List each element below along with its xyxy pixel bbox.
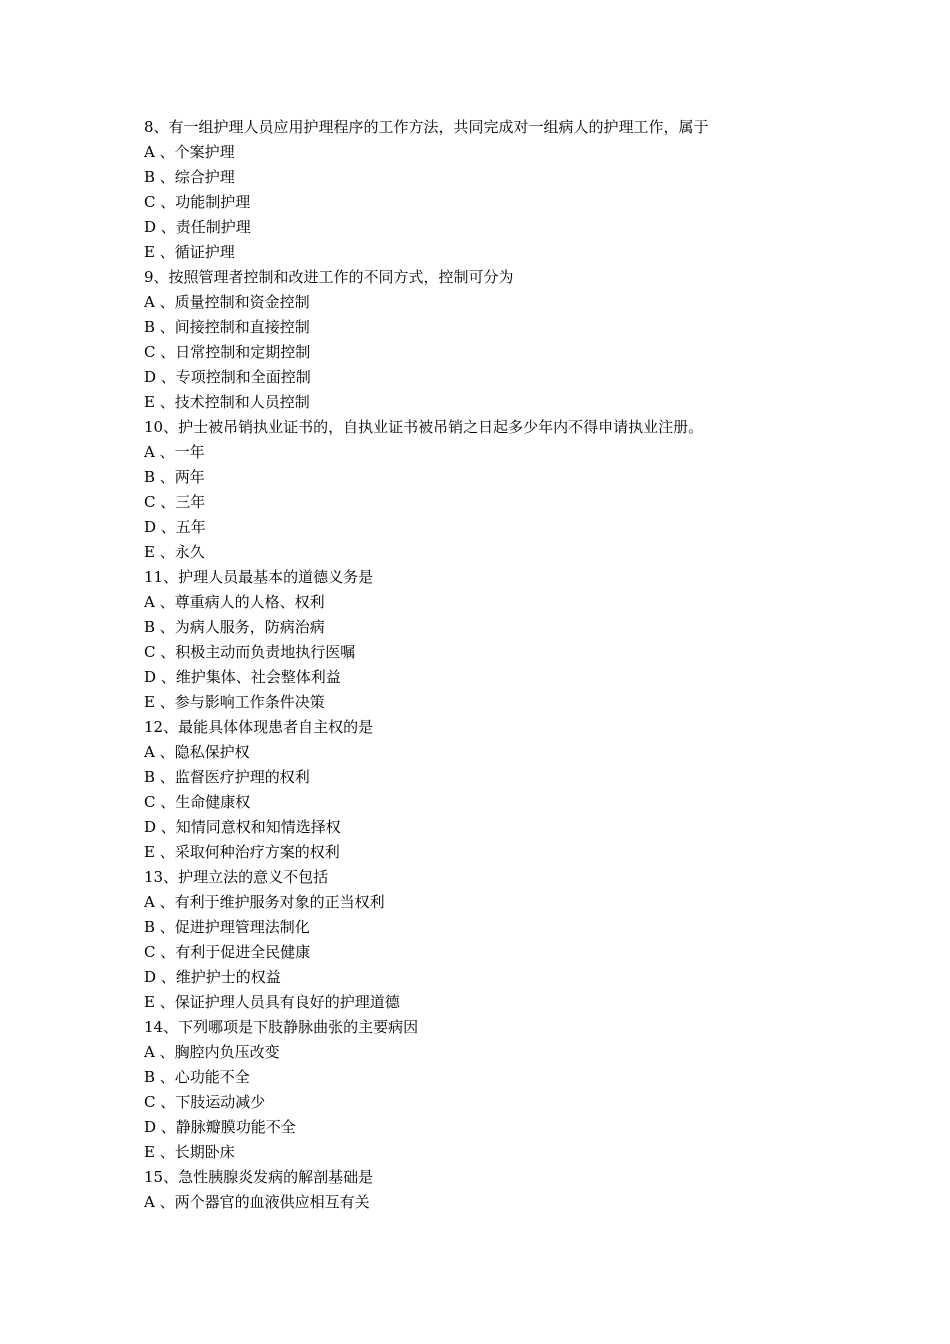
option-e: E 、参与影响工作条件决策 (144, 693, 325, 711)
question-stem: 15、急性胰腺炎发病的解剖基础是 (144, 1168, 374, 1186)
option-d: D 、专项控制和全面控制 (144, 368, 311, 386)
option-e: E 、长期卧床 (144, 1143, 235, 1161)
option-a: A 、隐私保护权 (144, 743, 250, 761)
option-d: D 、维护集体、社会整体利益 (144, 668, 341, 686)
option-b: B 、促进护理管理法制化 (144, 918, 310, 936)
option-d: D 、静脉瓣膜功能不全 (144, 1118, 296, 1136)
question-13 (144, 865, 844, 1015)
option-c: C 、生命健康权 (144, 793, 251, 811)
question-stem: 14、下列哪项是下肢静脉曲张的主要病因 (144, 1018, 419, 1036)
option-d: D 、责任制护理 (144, 218, 251, 236)
option-e: E 、保证护理人员具有良好的护理道德 (144, 993, 400, 1011)
option-b: B 、监督医疗护理的权利 (144, 768, 310, 786)
question-stem: 12、最能具体体现患者自主权的是 (144, 718, 374, 736)
option-b: B 、心功能不全 (144, 1068, 250, 1086)
question-stem: 13、护理立法的意义不包括 (144, 868, 329, 886)
option-a: A 、有利于维护服务对象的正当权利 (144, 893, 385, 911)
question-9 (144, 265, 844, 415)
question-stem: 10、护士被吊销执业证书的，自执业证书被吊销之日起多少年内不得申请执业注册。 (144, 418, 704, 436)
option-c: C 、下肢运动减少 (144, 1093, 266, 1111)
question-11 (144, 565, 844, 715)
option-d: D 、知情同意权和知情选择权 (144, 818, 341, 836)
option-b: B 、综合护理 (144, 168, 235, 186)
option-c: C 、日常控制和定期控制 (144, 343, 311, 361)
question-stem: 9、按照管理者控制和改进工作的不同方式，控制可分为 (144, 268, 514, 286)
option-a: A 、一年 (144, 443, 205, 461)
option-e: E 、采取何种治疗方案的权利 (144, 843, 340, 861)
option-b: B 、为病人服务，防病治病 (144, 618, 325, 636)
option-e: E 、技术控制和人员控制 (144, 393, 310, 411)
option-a: A 、尊重病人的人格、权利 (144, 593, 325, 611)
option-c: C 、功能制护理 (144, 193, 251, 211)
option-c: C 、积极主动而负责地执行医嘱 (144, 643, 356, 661)
option-a: A 、两个器官的血液供应相互有关 (144, 1193, 370, 1211)
option-d: D 、五年 (144, 518, 206, 536)
question-stem: 8、有一组护理人员应用护理程序的工作方法，共同完成对一组病人的护理工作，属于 (144, 118, 709, 136)
option-e: E 、永久 (144, 543, 205, 561)
option-b: B 、两年 (144, 468, 205, 486)
option-d: D 、维护护士的权益 (144, 968, 281, 986)
question-14 (144, 1015, 844, 1165)
question-15 (144, 1165, 844, 1215)
option-b: B 、间接控制和直接控制 (144, 318, 310, 336)
option-a: A 、质量控制和资金控制 (144, 293, 310, 311)
question-12 (144, 715, 844, 865)
option-a: A 、胸腔内负压改变 (144, 1043, 280, 1061)
option-c: C 、有利于促进全民健康 (144, 943, 311, 961)
question-8 (144, 115, 844, 265)
option-c: C 、三年 (144, 493, 206, 511)
question-10 (144, 415, 844, 565)
option-e: E 、循证护理 (144, 243, 235, 261)
question-stem: 11、护理人员最基本的道德义务是 (144, 568, 374, 586)
document-page (144, 115, 844, 1215)
option-a: A 、个案护理 (144, 143, 235, 161)
